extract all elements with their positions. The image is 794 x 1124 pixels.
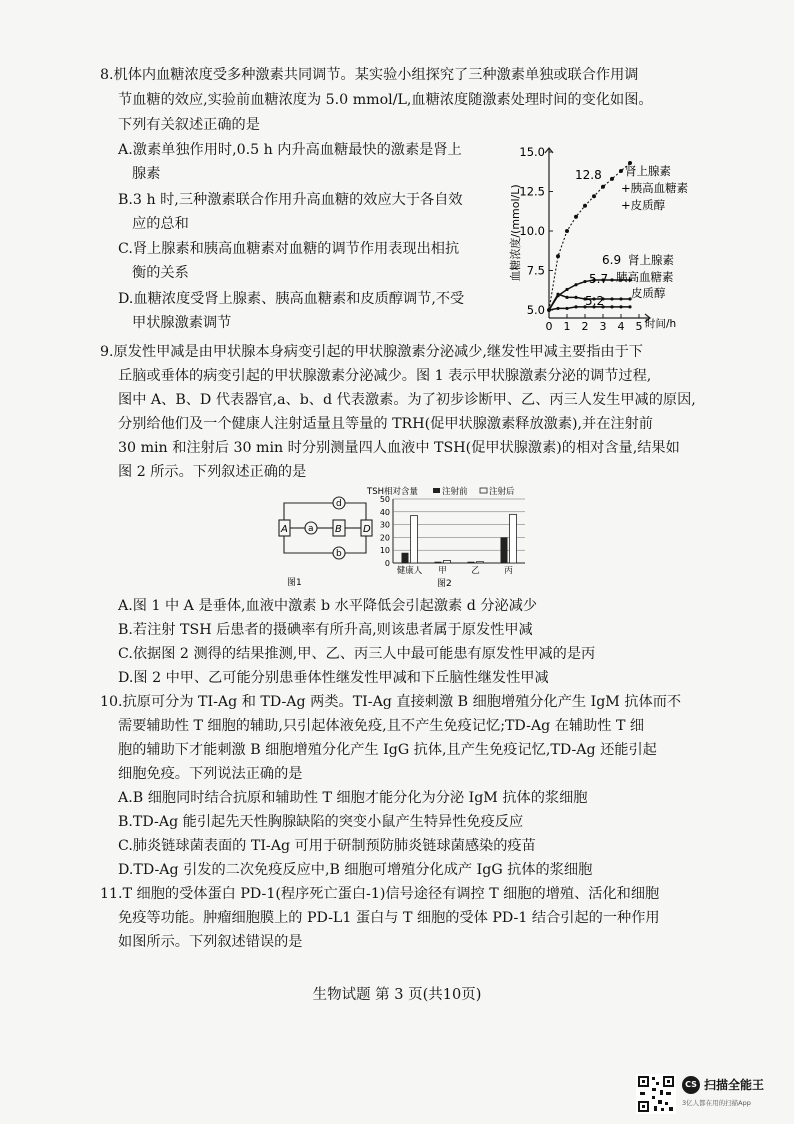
qr-code-icon	[636, 1074, 676, 1114]
x-tick-label: 0	[545, 320, 553, 333]
q9-option-c: C.依据图 2 测得的结果推测,甲、乙、丙三人中最可能患有原发性甲减的是丙	[118, 646, 596, 662]
series-3-point	[556, 293, 559, 296]
node-a: a	[308, 524, 314, 534]
q11-stem-line-3: 如图所示。下列叙述错误的是	[118, 934, 303, 950]
y-tick-label: 5.0	[526, 303, 545, 317]
series-1-point	[592, 194, 596, 198]
y-axis-label: 血糖浓度/(mmol/L)	[509, 184, 522, 282]
fig2-y-tick-label: 10	[379, 546, 390, 556]
legend-cortisol: 皮质醇	[631, 286, 666, 300]
series-4-point	[619, 305, 622, 308]
series-1-point	[619, 169, 623, 173]
x-tick-label: 2	[581, 320, 589, 333]
legend-combo-1: 肾上腺素	[625, 164, 671, 178]
q10-stem-line-1: 10.抗原可分为 TI-Ag 和 TD-Ag 两类。TI-Ag 直接刺激 B 细胞增殖分化产生 IgM 抗体而不	[100, 694, 682, 710]
node-A: A	[281, 524, 288, 535]
series-2-point	[610, 278, 613, 281]
series-3-point	[610, 297, 613, 300]
fig2-category-label: 乙	[471, 566, 480, 576]
legend-glucagon: 胰高血糖素	[616, 270, 674, 284]
q9-option-a: A.图 1 中 A 是垂体,血液中激素 b 水平降低会引起激素 d 分泌减少	[118, 598, 538, 614]
cs-title: 扫描全能王	[704, 1078, 765, 1092]
fig2-bar-before	[468, 562, 475, 563]
y-tick-label: 10.0	[519, 224, 545, 238]
x-tick-label: 4	[617, 320, 625, 333]
fig2-y-tick-label: 30	[379, 520, 390, 530]
fig2-bar-before	[402, 553, 409, 563]
y-tick-label: 12.5	[519, 184, 545, 199]
legend-epinephrine: 肾上腺素	[628, 253, 674, 267]
q8-option-d-cont: 甲状腺激素调节	[132, 315, 232, 331]
fig2-bar-after	[510, 514, 517, 563]
anno-5-2: 5.2	[585, 294, 605, 308]
q8-stem-line-3: 下列有关叙述正确的是	[118, 117, 260, 133]
series-1-point	[583, 204, 587, 208]
figure-1-caption: 图1	[287, 578, 302, 588]
q8-stem-line-2: 节血糖的效应,实验前血糖浓度为 5.0 mmol/L,血糖浓度随激素处理时间的变化如图。	[118, 92, 653, 108]
series-4-point	[547, 308, 550, 311]
q10-stem-line-2: 需要辅助性 T 细胞的辅助,只引起体液免疫,且不产生免疫记忆;TD-Ag 在辅助性 T 细	[118, 718, 645, 734]
q11-stem-line-2: 免疫等功能。肿瘤细胞膜上的 PD-L1 蛋白与 T 细胞的受体 PD-1 结合引起的一种作用	[118, 910, 660, 926]
fig2-bar-before	[501, 537, 508, 563]
q9-option-b: B.若注射 TSH 后患者的摄碘率有所升高,则该患者属于原发性甲减	[118, 622, 533, 638]
q9-stem-line-3: 图中 A、B、D 代表器官,a、b、d 代表激素。为了初步诊断甲、乙、丙三人发生甲减的原因,	[118, 392, 696, 408]
series-4-point	[628, 305, 631, 308]
fig2-bar-before	[435, 562, 442, 563]
q10-stem-line-4: 细胞免疫。下列说法正确的是	[118, 766, 303, 782]
y-tick-label: 15.0	[519, 145, 545, 159]
series-2-point	[565, 288, 568, 291]
node-d: d	[336, 499, 342, 509]
page-footer: 生物试题 第 3 页(共10页)	[312, 987, 482, 1003]
series-1-point	[574, 215, 578, 219]
q10-option-a: A.B 细胞同时结合抗原和辅助性 T 细胞才能分化为分泌 IgM 抗体的浆细胞	[118, 790, 588, 806]
series-3-point	[574, 296, 577, 299]
q8-option-c-cont: 衡的关系	[132, 265, 189, 281]
q9-stem-line-6: 图 2 所示。下列叙述正确的是	[118, 464, 307, 480]
figure-2-bar-chart	[365, 485, 530, 590]
q9-stem-line-4: 分别给他们及一个健康人注射适量且等量的 TRH(促甲状腺激素释放激素),并在注射前	[118, 416, 653, 432]
legend-after: 注射后	[489, 487, 515, 497]
legend-after-swatch	[480, 488, 487, 493]
series-1-point	[565, 229, 569, 233]
fig2-y-tick-label: 50	[379, 495, 390, 504]
legend-combo-3: +皮质醇	[621, 198, 666, 212]
series-1-point	[556, 254, 560, 258]
legend-combo-2: +胰高血糖素	[621, 181, 689, 195]
q9-stem-line-5: 30 min 和注射后 30 min 时分别测量四人血液中 TSH(促甲状腺激素)的相对含量,结果如	[118, 440, 680, 456]
anno-6-9: 6.9	[602, 253, 622, 267]
series-4-point	[610, 305, 613, 308]
q8-option-b-cont: 应的总和	[132, 216, 189, 232]
fig2-y-tick-label: 0	[384, 559, 390, 568]
y-tick-label: 7.5	[526, 263, 545, 278]
scanner-watermark	[636, 1072, 786, 1118]
series-line-1	[549, 163, 630, 310]
fig2-bar-after	[411, 516, 418, 563]
node-b: b	[336, 549, 342, 559]
q8-stem-line-1: 8.机体内血糖浓度受多种激素共同调节。某实验小组探究了三种激素单独或联合作用调	[100, 67, 639, 83]
q10-option-d: D.TD-Ag 引发的二次免疫反应中,B 细胞可增殖分化成产 IgG 抗体的浆细胞	[118, 862, 593, 878]
anno-5-7: 5.7	[589, 272, 609, 286]
q8-option-b: B.3 h 时,三种激素联合作用升高血糖的效应大于各自效	[118, 192, 463, 208]
q11-stem-line-1: 11.T 细胞的受体蛋白 PD-1(程序死亡蛋白-1)信号途径有调控 T 细胞的增殖、活化和细胞	[100, 886, 660, 902]
cs-badge: CS	[682, 1076, 700, 1094]
figure-2-caption: 图2	[437, 579, 452, 589]
node-B: B	[335, 524, 342, 535]
q10-stem-line-3: 胞的辅助下才能刺激 B 细胞增殖分化产生 IgG 抗体,且产生免疫记忆,TD-Ag 还能引起	[118, 742, 657, 758]
fig2-category-label: 丙	[504, 566, 513, 576]
legend-before-swatch	[433, 488, 440, 493]
fig2-category-label: 健康人	[396, 566, 423, 576]
q9-stem-line-1: 9.原发性甲减是由甲状腺本身病变引起的甲状腺激素分泌减少,继发性甲减主要指由于下	[100, 344, 643, 360]
series-1-point	[601, 185, 605, 189]
q9-stem-line-2: 丘脑或垂体的病变引起的甲状腺激素分泌减少。图 1 表示甲状腺激素分泌的调节过程,	[118, 368, 652, 384]
x-tick-label: 3	[599, 320, 607, 333]
fig2-y-title: TSH相对含量	[367, 487, 418, 497]
fig2-y-tick-label: 40	[379, 507, 390, 517]
series-2-point	[574, 283, 577, 286]
fig2-bar-after	[477, 562, 484, 563]
q9-option-d: D.图 2 中甲、乙可能分别患垂体性继发性甲减和下丘脑性继发性甲减	[118, 670, 549, 686]
legend-before: 注射前	[442, 487, 468, 497]
fig2-bar-after	[444, 560, 451, 563]
q8-option-c: C.肾上腺素和胰高血糖素对血糖的调节作用表现出相抗	[118, 241, 460, 257]
fig2-y-tick-label: 20	[379, 533, 390, 543]
fig2-category-label: 甲	[438, 566, 447, 576]
series-4-point	[574, 305, 577, 308]
series-4-point	[565, 307, 568, 310]
glucose-line-chart	[505, 138, 705, 333]
series-3-point	[565, 296, 568, 299]
series-1-point	[610, 177, 614, 181]
series-2-point	[583, 280, 586, 283]
x-axis-label: 时间/h	[645, 318, 677, 330]
series-3-point	[619, 297, 622, 300]
x-tick-label: 5	[635, 320, 643, 333]
node-D: D	[363, 524, 371, 535]
q8-option-a-cont: 腺素	[132, 166, 161, 182]
series-4-point	[556, 307, 559, 310]
x-tick-label: 1	[563, 320, 571, 333]
q8-option-d: D.血糖浓度受肾上腺素、胰高血糖素和皮质醇调节,不受	[118, 291, 465, 307]
q10-option-c: C.肺炎链球菌表面的 TI-Ag 可用于研制预防肺炎链球菌感染的疫苗	[118, 838, 536, 854]
q10-option-b: B.TD-Ag 能引起先天性胸腺缺陷的突变小鼠产生特异性免疫反应	[118, 814, 524, 830]
q8-option-a: A.激素单独作用时,0.5 h 内升高血糖最快的激素是肾上	[118, 142, 462, 158]
cs-subtitle: 3亿人都在用的扫描App	[682, 1099, 751, 1107]
anno-12-8: 12.8	[575, 168, 602, 182]
